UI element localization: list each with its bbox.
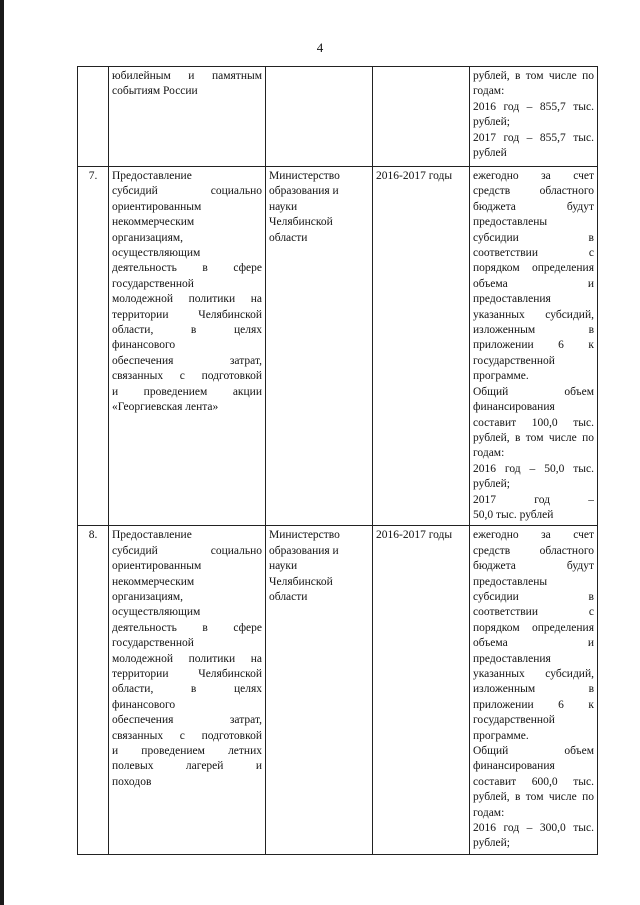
- measure-name-line: Предоставление: [112, 170, 192, 182]
- financing-line: указанных субсидий,: [473, 308, 594, 321]
- financing-line: 2016 год – 300,0 тыс.: [473, 822, 594, 835]
- financing-line: Общий объем: [473, 745, 594, 758]
- executor-cell: [266, 67, 373, 167]
- financing-cell: [470, 526, 598, 855]
- row-number-cell: 8.: [78, 526, 109, 855]
- financing-line: рублей: [473, 147, 507, 160]
- measure-name-line: некоммерческим: [112, 575, 195, 588]
- period-cell: 2016-2017 годы: [373, 167, 470, 526]
- financing-line: предоставления: [473, 652, 551, 665]
- financing-line: 2017 год – 855,7 тыс.: [473, 131, 594, 144]
- financing-line: 2016 год – 50,0 тыс.: [473, 462, 594, 475]
- measure-name-line: и проведением летних: [112, 745, 262, 758]
- financing-line: годам:: [473, 447, 505, 460]
- financing-line: субсидии в: [473, 231, 594, 244]
- measure-name-line: организациям,: [112, 590, 184, 603]
- financing-line: финансирования: [473, 401, 555, 414]
- financing-line: изложенным в: [473, 324, 594, 337]
- measure-name-cell: [109, 67, 266, 167]
- measure-name-line: деятельность в сфере: [112, 262, 262, 275]
- financing-line: рублей, в том числе по: [473, 70, 594, 82]
- executor-cell: Министерство образования и науки Челябинской области: [266, 167, 373, 526]
- measure-name-line: территории Челябинской: [112, 308, 262, 321]
- financing-line: государственной: [473, 354, 555, 367]
- financing-line: 2016 год – 855,7 тыс.: [473, 100, 594, 113]
- financing-line: годам:: [473, 806, 505, 819]
- financing-line: предоставлены: [473, 575, 548, 588]
- measure-name-line: обеспечения затрат,: [112, 354, 262, 367]
- financing-line: Общий объем: [473, 385, 594, 398]
- measure-name-line: Предоставление: [112, 529, 192, 542]
- financing-line: указанных субсидий,: [473, 668, 594, 680]
- financing-line: рублей;: [473, 837, 510, 850]
- financing-line: рублей;: [473, 478, 510, 491]
- measure-name-line: молодежной политики на: [112, 293, 262, 306]
- financing-line: 50,0 тыс. рублей: [473, 508, 554, 521]
- financing-line: ежегодно за счет: [473, 529, 594, 542]
- measure-name-cell: [109, 526, 266, 855]
- table-row: [78, 67, 598, 167]
- measure-name-line: осуществляющим: [112, 247, 201, 260]
- measure-name-line: некоммерческим: [112, 216, 195, 229]
- measure-name-line: субсидий социально: [112, 185, 262, 198]
- financing-line: предоставлены: [473, 216, 548, 229]
- financing-line: финансирования: [473, 760, 555, 773]
- table-row: [78, 167, 598, 526]
- financing-line: рублей;: [473, 116, 510, 129]
- measure-name-line: молодежной политики на: [112, 652, 262, 665]
- measure-name-cell: [109, 167, 266, 526]
- financing-line: порядком определения: [473, 262, 594, 275]
- measure-name-line: связанных с подготовкой: [112, 370, 262, 383]
- measure-name-line: событиям России: [112, 85, 198, 98]
- financing-cell: [470, 167, 598, 526]
- financing-line: объема и: [473, 277, 594, 290]
- measure-name-line: и проведением акции: [112, 385, 262, 398]
- financing-line: приложении 6 к: [473, 339, 594, 352]
- financing-line: бюджета будут: [473, 200, 594, 213]
- financing-line: изложенным в: [473, 683, 594, 696]
- measure-name-line: финансового: [112, 339, 176, 352]
- financing-line: порядком определения: [473, 621, 594, 634]
- financing-line: средств областного: [473, 544, 594, 557]
- measure-name-line: государственной: [112, 637, 194, 650]
- period-cell: [373, 67, 470, 167]
- page-number: 4: [316, 40, 324, 55]
- financing-line: предоставления: [473, 293, 551, 306]
- measure-name-line: юбилейным и памятным: [112, 70, 262, 82]
- financing-line: составит 600,0 тыс.: [473, 775, 594, 788]
- period-cell: 2016-2017 годы: [373, 526, 470, 855]
- financing-line: программе.: [473, 729, 529, 742]
- measure-name-line: территории Челябинской: [112, 668, 262, 680]
- financing-line: бюджета будут: [473, 560, 594, 573]
- measure-name-line: связанных с подготовкой: [112, 729, 262, 742]
- measure-name-line: полевых лагерей и: [112, 760, 262, 773]
- financing-line: субсидии в: [473, 590, 594, 603]
- measure-name-line: осуществляющим: [112, 606, 201, 619]
- table-row: [78, 526, 598, 855]
- measure-name-line: походов: [112, 775, 152, 788]
- financing-line: ежегодно за счет: [473, 170, 594, 182]
- financing-line: программе.: [473, 370, 529, 383]
- measure-name-line: субсидий социально: [112, 544, 262, 557]
- measure-name-line: государственной: [112, 277, 194, 290]
- financing-line: объема и: [473, 637, 594, 650]
- measure-name-line: области, в целях: [112, 324, 262, 337]
- row-number-cell: 7.: [78, 167, 109, 526]
- financing-line: соответствии с: [473, 247, 594, 260]
- financing-line: годам:: [473, 85, 505, 98]
- measure-name-line: ориентированным: [112, 200, 202, 213]
- executor-cell: Министерство образования и науки Челябинской области: [266, 526, 373, 855]
- program-table: [77, 66, 598, 855]
- financing-line: составит 100,0 тыс.: [473, 416, 594, 429]
- financing-line: средств областного: [473, 185, 594, 198]
- financing-line: рублей, в том числе по: [473, 431, 594, 444]
- financing-line: 2017 год –: [473, 493, 594, 506]
- financing-line: приложении 6 к: [473, 698, 594, 711]
- measure-name-line: финансового: [112, 698, 176, 711]
- measure-name-line: организациям,: [112, 231, 184, 244]
- scan-edge: [0, 0, 4, 905]
- financing-line: государственной: [473, 714, 555, 727]
- row-number-cell: [78, 67, 109, 167]
- measure-name-line: «Георгиевская лента»: [112, 401, 219, 414]
- measure-name-line: обеспечения затрат,: [112, 714, 262, 727]
- financing-line: рублей, в том числе по: [473, 791, 594, 804]
- measure-name-line: ориентированным: [112, 560, 202, 573]
- financing-line: соответствии с: [473, 606, 594, 619]
- measure-name-line: области, в целях: [112, 683, 262, 696]
- measure-name-line: деятельность в сфере: [112, 621, 262, 634]
- financing-cell: [470, 67, 598, 167]
